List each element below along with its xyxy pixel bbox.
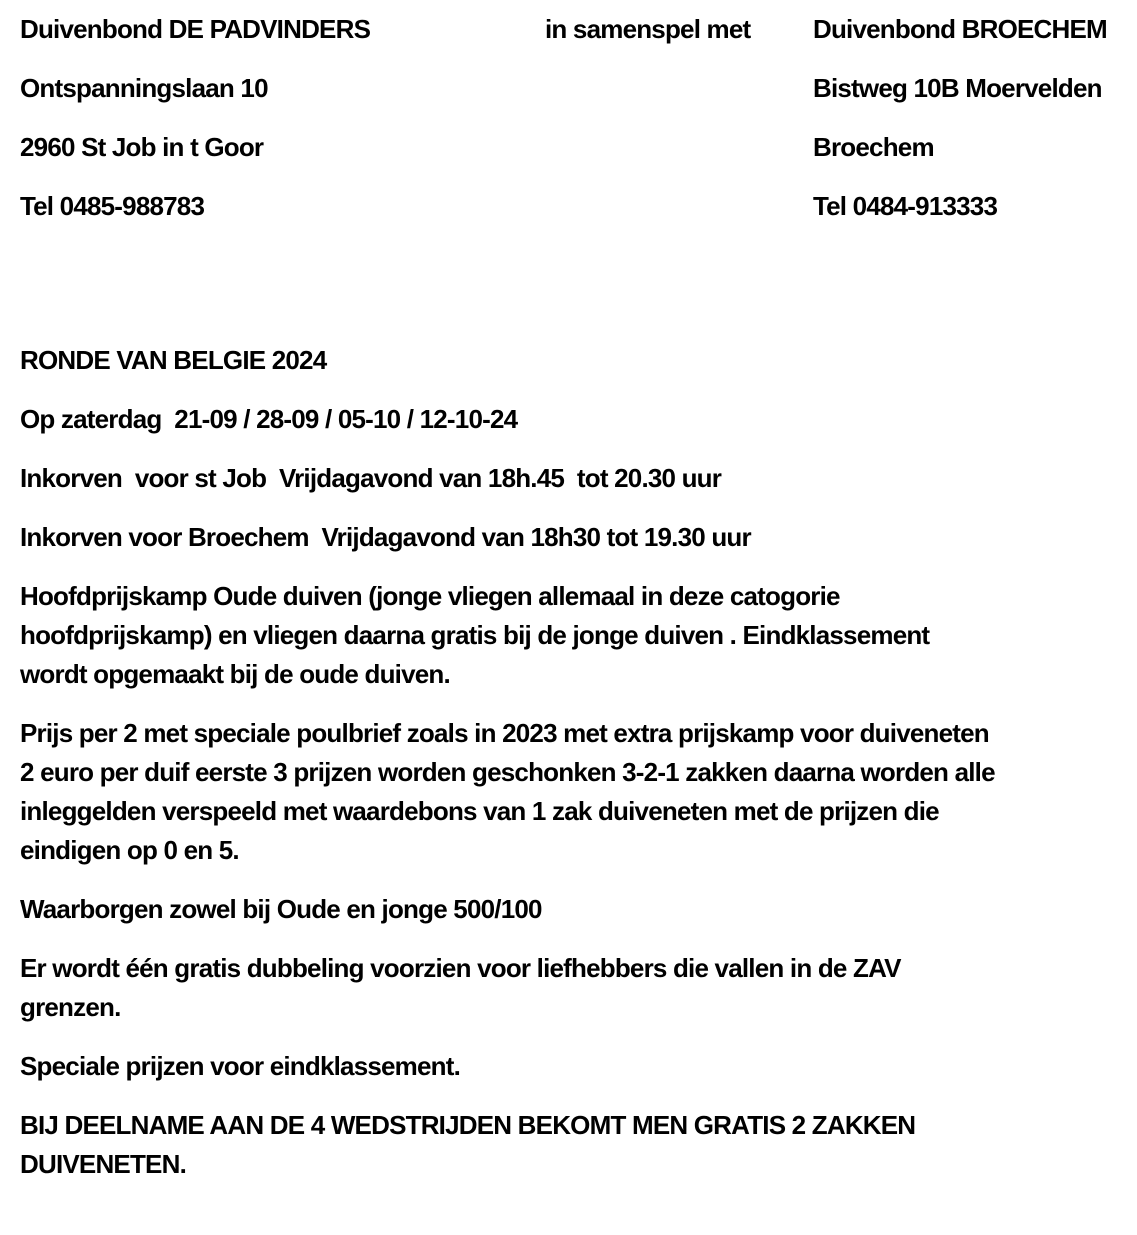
paragraph-line: 2 euro per duif eerste 3 prijzen worden geschonken 3-2-1 zakken daarna worden alle: [20, 757, 995, 787]
connector-text: in samenspel met: [545, 14, 751, 44]
header-spacer: [545, 59, 813, 118]
paragraph-line: Hoofdprijskamp Oude duiven (jonge vliegen allemaal in deze catogorie: [20, 581, 840, 611]
club-left-phone: Tel 0485-988783: [20, 191, 205, 221]
paragraph-free-doubling: [20, 949, 1137, 1027]
paragraph-dates: [20, 400, 1137, 439]
paragraph-line: Inkorven voor st Job Vrijdagavond van 18h.45 tot 20.30 uur: [20, 463, 722, 493]
club-right-name: Duivenbond BROECHEM: [813, 14, 1107, 44]
paragraph-basketing-broechem: [20, 518, 1137, 557]
paragraph-line: Er wordt één gratis dubbeling voorzien voor liefhebbers die vallen in de ZAV: [20, 953, 901, 983]
club-right-street: Bistweg 10B Moervelden: [813, 73, 1102, 103]
paragraph-main-contest: [20, 577, 1137, 694]
paragraph-prizes: [20, 714, 1137, 870]
paragraph-line: hoofdprijskamp) en vliegen daarna gratis bij de jonge duiven . Eindklassement: [20, 620, 930, 650]
paragraph-line: eindigen op 0 en 5.: [20, 835, 239, 865]
paragraph-line: grenzen.: [20, 992, 121, 1022]
title-paragraph: [20, 341, 1137, 380]
paragraph-line: Waarborgen zowel bij Oude en jonge 500/100: [20, 894, 542, 924]
paragraph-special-prizes: [20, 1047, 1137, 1086]
club-left-street: Ontspanningslaan 10: [20, 73, 268, 103]
header-spacer: [545, 177, 813, 236]
paragraph-line: Speciale prijzen voor eindklassement.: [20, 1051, 461, 1081]
header: [20, 0, 1137, 236]
club-right-city: Broechem: [813, 132, 934, 162]
paragraph-guarantees: [20, 890, 1137, 929]
document-title: RONDE VAN BELGIE 2024: [20, 345, 327, 375]
paragraph-line: BIJ DEELNAME AAN DE 4 WEDSTRIJDEN BEKOMT MEN GRATIS 2 ZAKKEN: [20, 1110, 916, 1140]
club-left-name: Duivenbond DE PADVINDERS: [20, 14, 371, 44]
paragraph-line: Op zaterdag 21-09 / 28-09 / 05-10 / 12-10-24: [20, 404, 518, 434]
paragraph-basketing-stjob: [20, 459, 1137, 498]
paragraph-line: DUIVENETEN.: [20, 1149, 187, 1179]
club-right-phone: Tel 0484-913333: [813, 191, 998, 221]
paragraph-line: inleggelden verspeeld met waardebons van 1 zak duiveneten met de prijzen die: [20, 796, 939, 826]
paragraph-participation-bonus: [20, 1106, 1137, 1184]
paragraph-line: wordt opgemaakt bij de oude duiven.: [20, 659, 450, 689]
paragraph-line: Inkorven voor Broechem Vrijdagavond van 18h30 tot 19.30 uur: [20, 522, 751, 552]
document-body: [20, 341, 1137, 1184]
header-spacer: [545, 118, 813, 177]
paragraph-line: Prijs per 2 met speciale poulbrief zoals in 2023 met extra prijskamp voor duiveneten: [20, 718, 989, 748]
club-left-city: 2960 St Job in t Goor: [20, 132, 264, 162]
